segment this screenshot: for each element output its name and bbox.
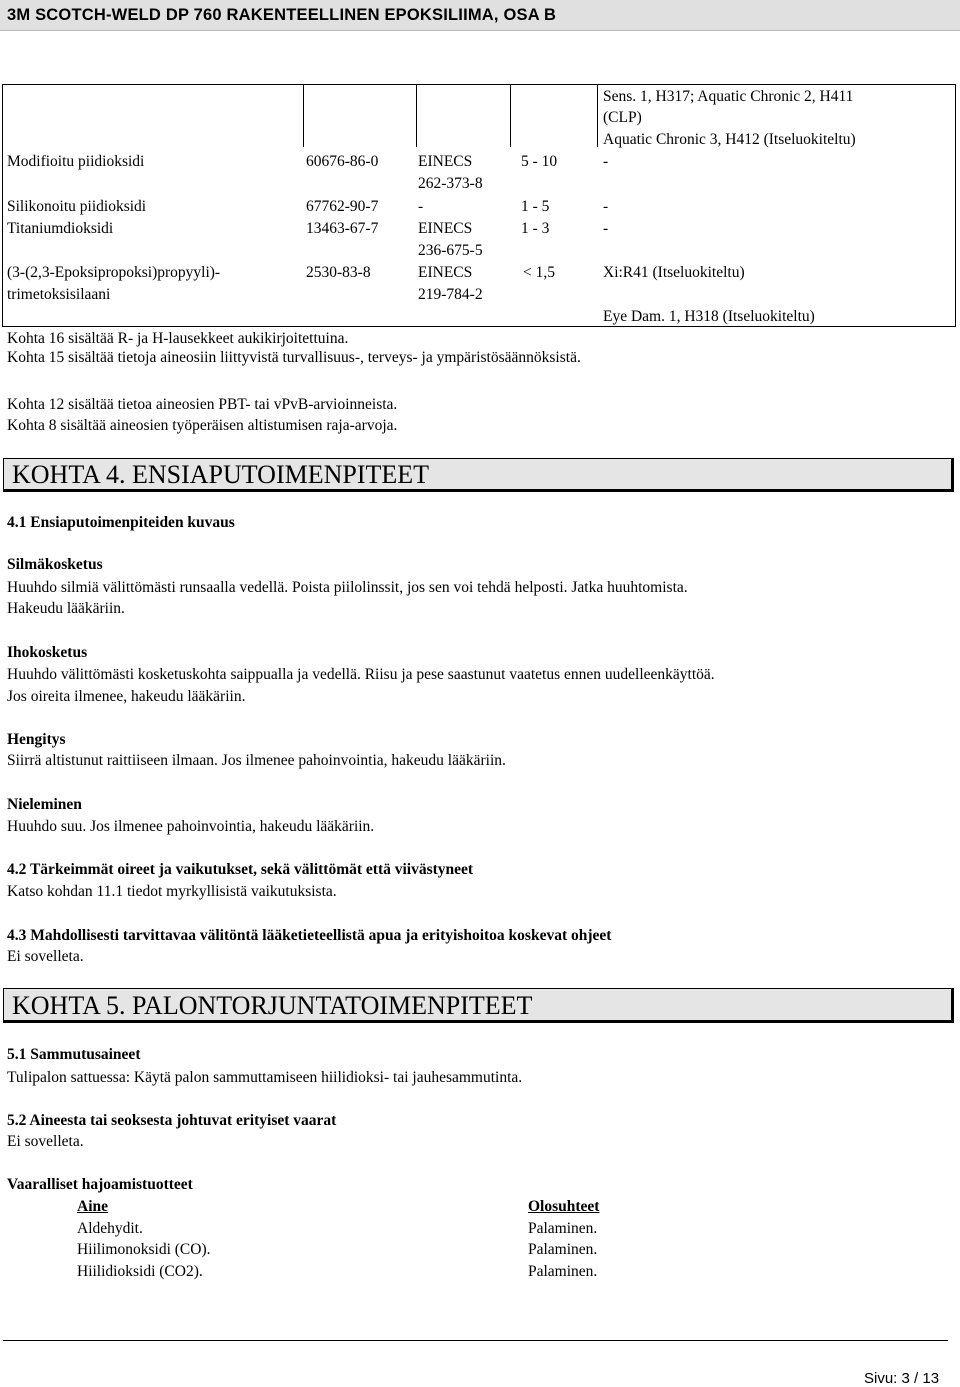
subsection-heading: 5.2 Aineesta tai seoksesta johtuvat erityiset vaarat <box>7 1112 337 1129</box>
condition-cell: Palaminen. <box>528 1263 598 1280</box>
cas-number: 60676-86-0 <box>306 153 379 170</box>
page-number: Sivu: 3 / 13 <box>864 1370 940 1387</box>
percentage: < 1,5 <box>523 264 555 281</box>
substance-cell: Aldehydit. <box>77 1220 143 1237</box>
table-divider <box>416 85 417 147</box>
ec-number: 236-675-5 <box>418 242 483 259</box>
cas-number: 67762-90-7 <box>306 198 379 215</box>
substance-name: trimetoksisilaani <box>7 286 111 303</box>
subheading: Silmäkosketus <box>7 556 103 573</box>
column-header: Aine <box>77 1198 108 1215</box>
document-title: 3M SCOTCH-WELD DP 760 RAKENTEELLINEN EPOKSILIIMA, OSA B <box>7 6 557 24</box>
ec-label: EINECS <box>418 153 473 170</box>
condition-cell: Palaminen. <box>528 1241 598 1258</box>
subheading: Nieleminen <box>7 796 82 813</box>
body-text: Ei sovelleta. <box>7 948 84 965</box>
classification: - <box>603 220 609 237</box>
percentage: 1 - 3 <box>521 220 550 237</box>
subsection-heading: 4.2 Tärkeimmät oireet ja vaikutukset, sekä välittömät että viivästyneet <box>7 861 474 878</box>
classification-text: (CLP) <box>603 109 642 126</box>
substance-cell: Hiilimonoksidi (CO). <box>77 1241 211 1258</box>
classification: Eye Dam. 1, H318 (Itseluokiteltu) <box>603 308 815 325</box>
note-text: Kohta 12 sisältää tietoa aineosien PBT- tai vPvB-arvioinneista. <box>7 396 398 413</box>
footer-divider <box>3 1340 948 1341</box>
classification: Xi:R41 (Itseluokiteltu) <box>603 264 745 281</box>
table-divider <box>597 85 598 147</box>
body-text: Huuhdo silmiä välittömästi runsaalla vedellä. Poista piilolinssit, jos sen voi tehdä helposti. Jatka huuhtomista. <box>7 579 688 596</box>
section-heading-box <box>3 458 954 492</box>
note-text: Kohta 8 sisältää aineosien työperäisen altistumisen raja-arvoja. <box>7 417 398 434</box>
document-header <box>0 0 960 31</box>
ec-number: 262-373-8 <box>418 175 483 192</box>
percentage: 5 - 10 <box>521 153 558 170</box>
table-divider <box>510 85 511 147</box>
classification-text: Aquatic Chronic 3, H412 (Itseluokiteltu) <box>603 131 856 148</box>
body-text: Ei sovelleta. <box>7 1133 84 1150</box>
subheading: Hengitys <box>7 731 66 748</box>
body-text: Siirrä altistunut raittiiseen ilmaan. Jos ilmenee pahoinvointia, hakeudu lääkäriin. <box>7 752 506 769</box>
subsection-heading: 4.3 Mahdollisesti tarvittavaa välitöntä lääketieteellistä apua ja erityishoitoa koskevat ohjeet <box>7 927 612 944</box>
ec-label: EINECS <box>418 220 473 237</box>
cas-number: 13463-67-7 <box>306 220 379 237</box>
table-note: Kohta 16 sisältää R- ja H-lausekkeet aukikirjoitettuina. <box>7 330 349 347</box>
section-heading-box <box>3 988 954 1023</box>
subheading: Ihokosketus <box>7 644 88 661</box>
substance-name: Titaniumdioksidi <box>7 220 114 237</box>
section-title: KOHTA 4. ENSIAPUTOIMENPITEET <box>12 460 430 489</box>
classification: - <box>603 153 609 170</box>
ec-number: 219-784-2 <box>418 286 483 303</box>
section-title: KOHTA 5. PALONTORJUNTATOIMENPITEET <box>12 991 533 1020</box>
substance-name: (3-(2,3-Epoksipropoksi)propyyli)- <box>7 264 221 281</box>
percentage: 1 - 5 <box>521 198 550 215</box>
substance-name: Silikonoitu piidioksidi <box>7 198 147 215</box>
body-text: Huuhdo välittömästi kosketuskohta saippualla ja vedellä. Riisu ja pese saastunut vaatetus ennen uudelleenkäyttöä. <box>7 666 715 683</box>
cas-number: 2530-83-8 <box>306 264 371 281</box>
body-text: Jos oireita ilmenee, hakeudu lääkäriin. <box>7 688 246 705</box>
substance-cell: Hiilidioksidi (CO2). <box>77 1263 203 1280</box>
body-text: Katso kohdan 11.1 tiedot myrkyllisistä vaikutuksista. <box>7 883 337 900</box>
table-divider <box>303 85 304 147</box>
subheading: Vaaralliset hajoamistuotteet <box>7 1176 193 1193</box>
body-text: Tulipalon sattuessa: Käytä palon sammuttamiseen hiilidioksi- tai jauhesammutinta. <box>7 1069 523 1086</box>
classification-text: Sens. 1, H317; Aquatic Chronic 2, H411 <box>603 88 854 105</box>
table-note: Kohta 15 sisältää tietoja aineosiin liittyvistä turvallisuus-, terveys- ja ympäristösäännöksistä. <box>7 349 581 366</box>
body-text: Hakeudu lääkäriin. <box>7 600 125 617</box>
subsection-heading: 5.1 Sammutusaineet <box>7 1046 141 1063</box>
ec-label: EINECS <box>418 264 473 281</box>
column-header: Olosuhteet <box>528 1198 600 1215</box>
body-text: Huuhdo suu. Jos ilmenee pahoinvointia, hakeudu lääkäriin. <box>7 818 375 835</box>
substance-name: Modifioitu piidioksidi <box>7 153 145 170</box>
ec-label: - <box>418 198 424 215</box>
subsection-heading: 4.1 Ensiaputoimenpiteiden kuvaus <box>7 514 235 531</box>
condition-cell: Palaminen. <box>528 1220 598 1237</box>
classification: - <box>603 198 609 215</box>
